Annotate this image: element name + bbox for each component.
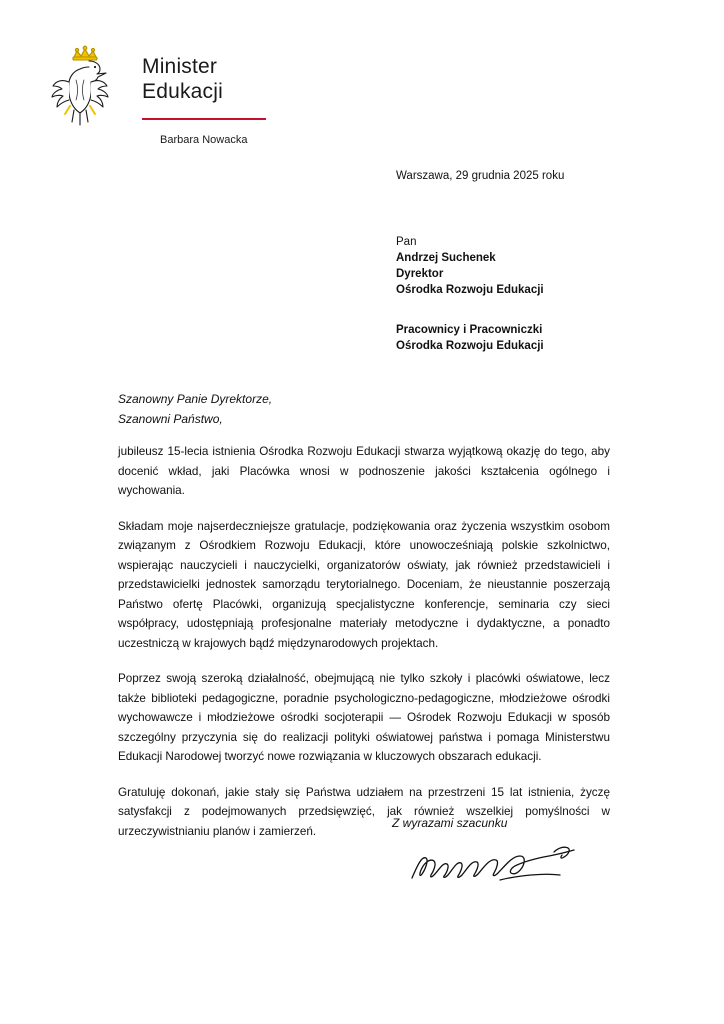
salutation-staff: Szanowni Państwo, (118, 412, 223, 426)
handwritten-signature-icon (404, 834, 604, 894)
letterhead (46, 40, 306, 150)
addressee-honorific: Pan (396, 236, 417, 248)
addressee-name: Andrzej Suchenek (396, 252, 496, 264)
letter-body (118, 442, 610, 857)
body-paragraph: Poprzez swoją szeroką działalność, obejmującą nie tylko szkoły i placówki oświatowe, lecz także biblioteki pedagogiczne, poradnie psychologiczno-pedagogiczne, młodzieżowe ośrodki wychowawcze i młodzieżowe ośrodki socjoterapii — Ośrodek Rozwoju Edukacji w sposób szczególny przyczynia się do realizacji polityki oświatowej państwa i pomaga Ministerstwu Edukacji Narodowej tworzyć nowe rozwiązania w kluczowych obszarach edukacji. (118, 672, 610, 763)
body-paragraph: jubileusz 15-lecia istnienia Ośrodka Rozwoju Edukacji stwarza wyjątkową okazję do tego, aby docenić wkład, jaki Placówka wnosi w podnoszenie jakości kształcenia ogólnego i wychowania. (118, 445, 610, 497)
brand-title (142, 54, 302, 104)
place-and-date: Warszawa, 29 grudnia 2025 roku (396, 170, 565, 182)
addressee-institution: Ośrodka Rozwoju Edukacji (396, 284, 544, 296)
polish-eagle-emblem-icon (46, 40, 124, 128)
brand-accent-rule (142, 118, 266, 120)
brand-line-2: Edukacji (142, 80, 223, 103)
body-paragraph: Gratuluję dokonań, jakie stały się Państwa udziałem na przestrzeni 15 lat istnienia, życzę satysfakcji z podejmowanych przedsięwzięć, jak również wszelkiej pomyślności w urzeczywistnianiu planów i zamierzeń. (118, 785, 610, 838)
addressee-secondary-block (396, 322, 544, 354)
addressee-secondary-line-2: Ośrodka Rozwoju Edukacji (396, 340, 544, 352)
closing-phrase: Z wyrazami szacunku (392, 816, 508, 830)
minister-name: Barbara Nowacka (160, 134, 248, 146)
body-paragraph: Składam moje najserdeczniejsze gratulacje, podziękowania oraz życzenia wszystkim osobom związanym z Ośrodkiem Rozwoju Edukacji, które unowocześniają polskie szkolnictwo, wspierając nauczycieli i nauczycielki, organizatorów oświaty, jak również przedstawicieli i przedstawicielki jednostek samorządu terytorialnego. Doceniam, że nieustannie poszerzają Państwo ofertę Placówki, organizują specjalistyczne konferencje, seminaria czy sieci współpracy, udostępniają profesjonalne materiały metodyczne i dydaktyczne, a ponadto uczestniczą w krajowych bądź międzynarodowych projektach. (118, 519, 610, 650)
addressee-secondary-line-1: Pracownicy i Pracowniczki (396, 324, 543, 336)
salutation-director: Szanowny Panie Dyrektorze, (118, 392, 273, 406)
brand-line-1: Minister (142, 55, 218, 78)
addressee-block (396, 234, 544, 298)
addressee-position: Dyrektor (396, 268, 444, 280)
